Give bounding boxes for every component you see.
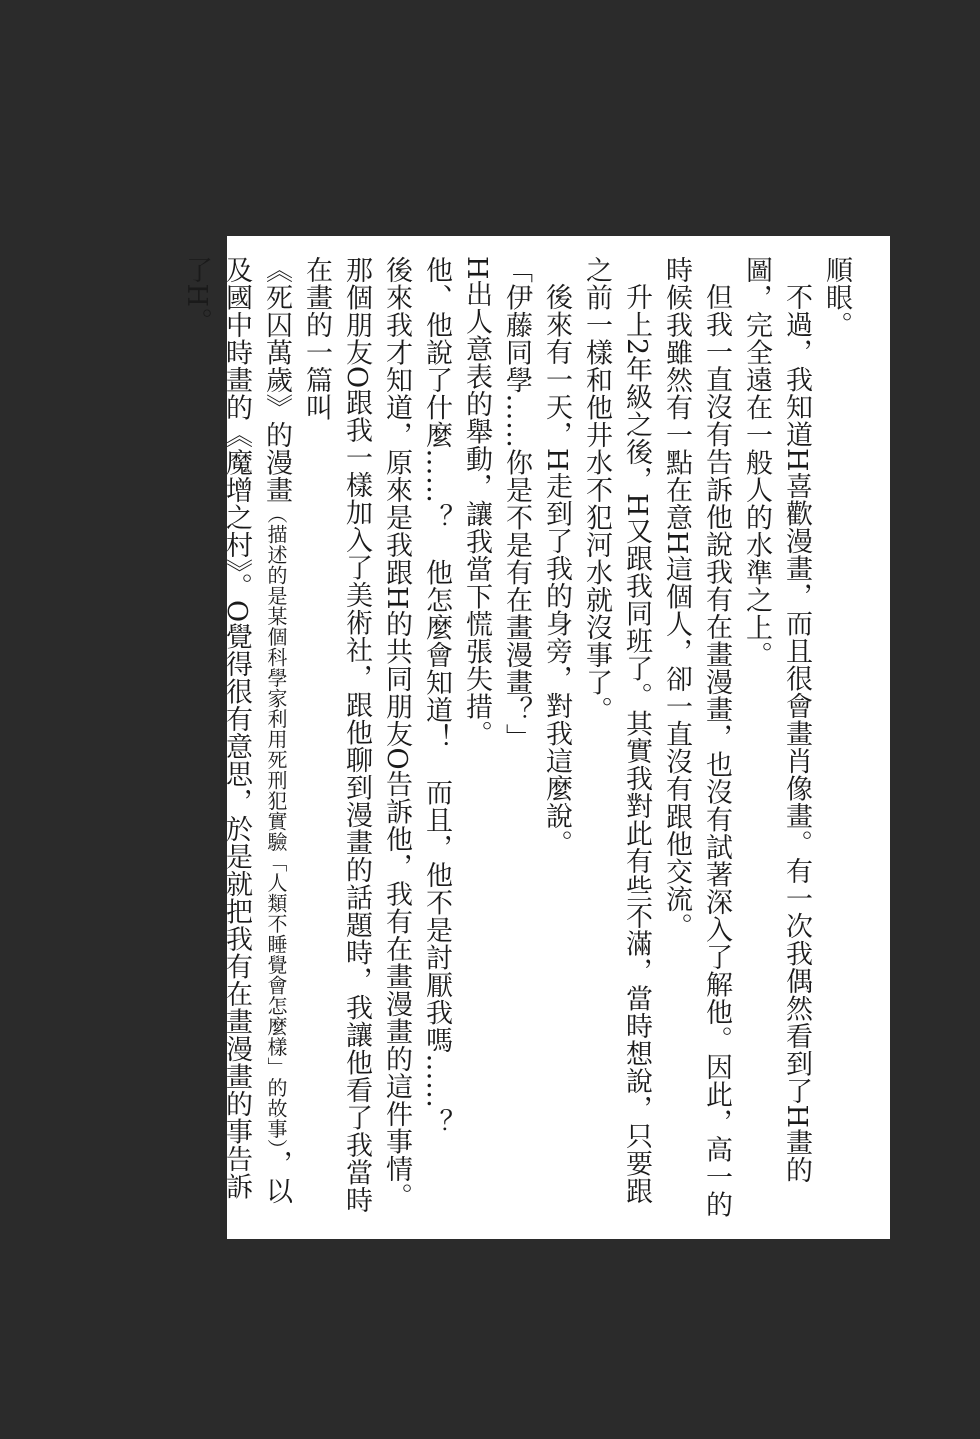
paragraph-5: 後來有一天，H走到了我的身旁，對我這麼說。 (541, 283, 572, 858)
paragraph-4: 升上2年級之後，H又跟我同班了。其實我對此有些不滿，當時想說，只要跟之前一樣和他井水不犯河水就沒事了。 (581, 256, 652, 1205)
book-page (181, 236, 890, 1239)
paragraph-7: H出人意表的舉動，讓我當下慌張失措。 (461, 256, 492, 748)
paragraph-6-dialogue: 「伊藤同學……你是不是有在畫漫畫？」 (501, 256, 532, 751)
paragraph-8: 他、他說了什麼……？ 他怎麼會知道！ 而且，他不是討厭我嗎……？ (421, 256, 452, 1136)
vertical-text-body (176, 256, 856, 1218)
paragraph-1: 順眼。 (821, 256, 852, 339)
paragraph-9: 後來我才知道，原來是我跟H的共同朋友O告訴他，我有在畫漫畫的這件事情。那個朋友O跟我一樣加入了美術社，跟他聊到漫畫的話題時，我讓他看了我當時在畫的一篇叫 (301, 256, 412, 1214)
paragraph-2: 不過，我知道H喜歡漫畫，而且很會畫肖像畫。有一次我偶然看到了H畫的圖，完全遠在一般人的水準之上。 (741, 256, 812, 1184)
inline-annotation: （描述的是某個科學家利用死刑犯實驗「人類不睡覺會怎麼樣」的故事） (264, 503, 288, 1150)
paragraph-10-end: ，以及國中時畫的《魔增之村》。O覺得很有意思，於是就把我有在畫漫畫的事告訴了H。 (181, 256, 292, 1205)
paragraph-10 (176, 256, 296, 1218)
paragraph-3: 但我一直沒有告訴他說我有在畫漫畫，也沒有試著深入了解他。因此，高一的時候我雖然有一點在意H這個人，卻一直沒有跟他交流。 (661, 256, 732, 1218)
paragraph-10-start: 《死囚萬歲》的漫畫 (261, 256, 292, 504)
